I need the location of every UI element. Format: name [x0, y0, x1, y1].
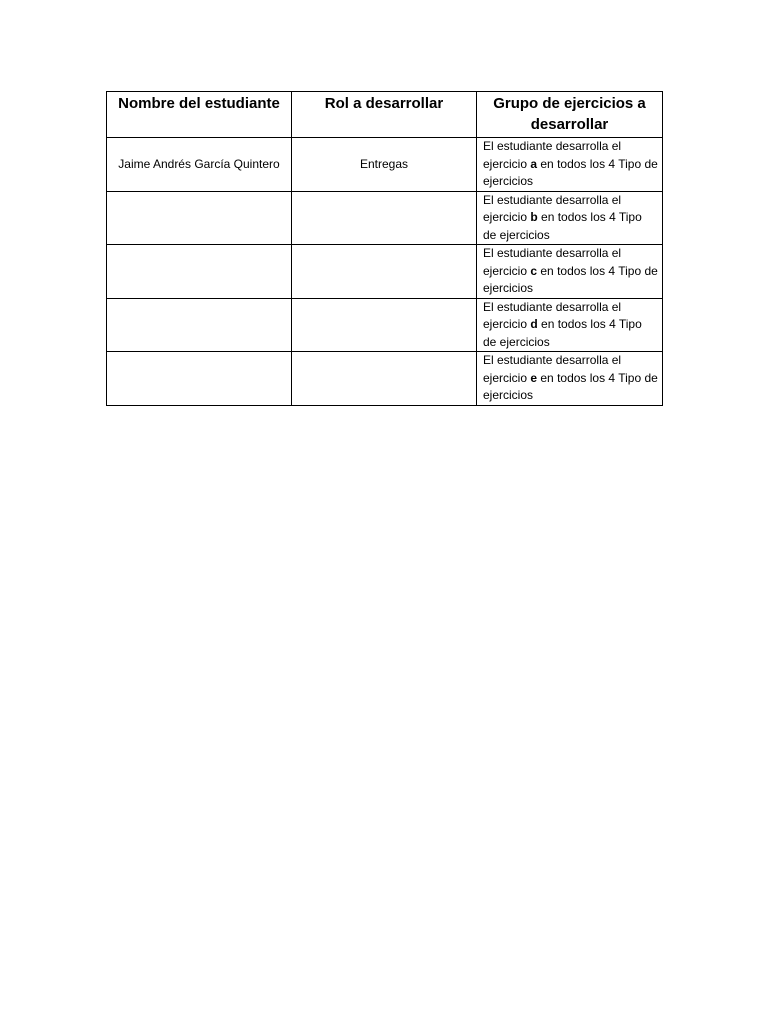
- exercise-desc-start: El estudiante desarrolla el ejercicio: [483, 353, 622, 385]
- exercise-group-cell: [477, 191, 663, 245]
- exercise-letter: a: [530, 156, 538, 171]
- exercise-desc-end: en todos los 4 Tipo de ejercicios: [483, 263, 658, 295]
- exercise-group-cell: [477, 298, 663, 352]
- student-name-cell: [107, 245, 292, 299]
- student-roles-table: [106, 91, 663, 406]
- table-row: [107, 138, 663, 192]
- exercise-group-cell: [477, 138, 663, 192]
- exercise-desc-end: en todos los 4 Tipo de ejercicios: [483, 370, 658, 402]
- role-cell: [292, 191, 477, 245]
- exercise-letter: b: [530, 210, 538, 224]
- exercise-desc-start: El estudiante desarrolla el ejercicio: [483, 299, 622, 331]
- role-cell: [292, 298, 477, 352]
- table-row: [107, 191, 663, 245]
- exercise-letter: d: [530, 317, 538, 331]
- exercise-desc-start: El estudiante desarrolla el ejercicio: [483, 246, 622, 278]
- exercise-group-cell: [477, 245, 663, 299]
- exercise-group-cell: [477, 352, 663, 406]
- table-row: [107, 298, 663, 352]
- table-row: [107, 245, 663, 299]
- header-exercise-group: Grupo de ejercicios a desarrollar: [477, 92, 663, 138]
- exercise-desc-end: en todos los 4 Tipo de ejercicios: [483, 317, 642, 349]
- exercise-desc-end: en todos los 4 Tipo de ejercicios: [483, 156, 658, 188]
- exercise-desc-start: El estudiante desarrolla el ejercicio: [483, 139, 622, 171]
- exercise-letter: c: [530, 263, 538, 278]
- student-name-cell: [107, 191, 292, 245]
- header-role: Rol a desarrollar: [292, 92, 477, 138]
- table-header-row: [107, 92, 663, 138]
- role-cell: [292, 245, 477, 299]
- student-name-cell: [107, 352, 292, 406]
- table-row: [107, 352, 663, 406]
- student-name-cell: [107, 298, 292, 352]
- exercise-desc-start: El estudiante desarrolla el ejercicio: [483, 192, 622, 224]
- role-cell: Entregas: [292, 138, 477, 192]
- role-cell: [292, 352, 477, 406]
- exercise-letter: e: [530, 370, 538, 385]
- header-student-name: Nombre del estudiante: [107, 92, 292, 138]
- student-name-cell: Jaime Andrés García Quintero: [107, 138, 292, 192]
- exercise-desc-end: en todos los 4 Tipo de ejercicios: [483, 210, 642, 242]
